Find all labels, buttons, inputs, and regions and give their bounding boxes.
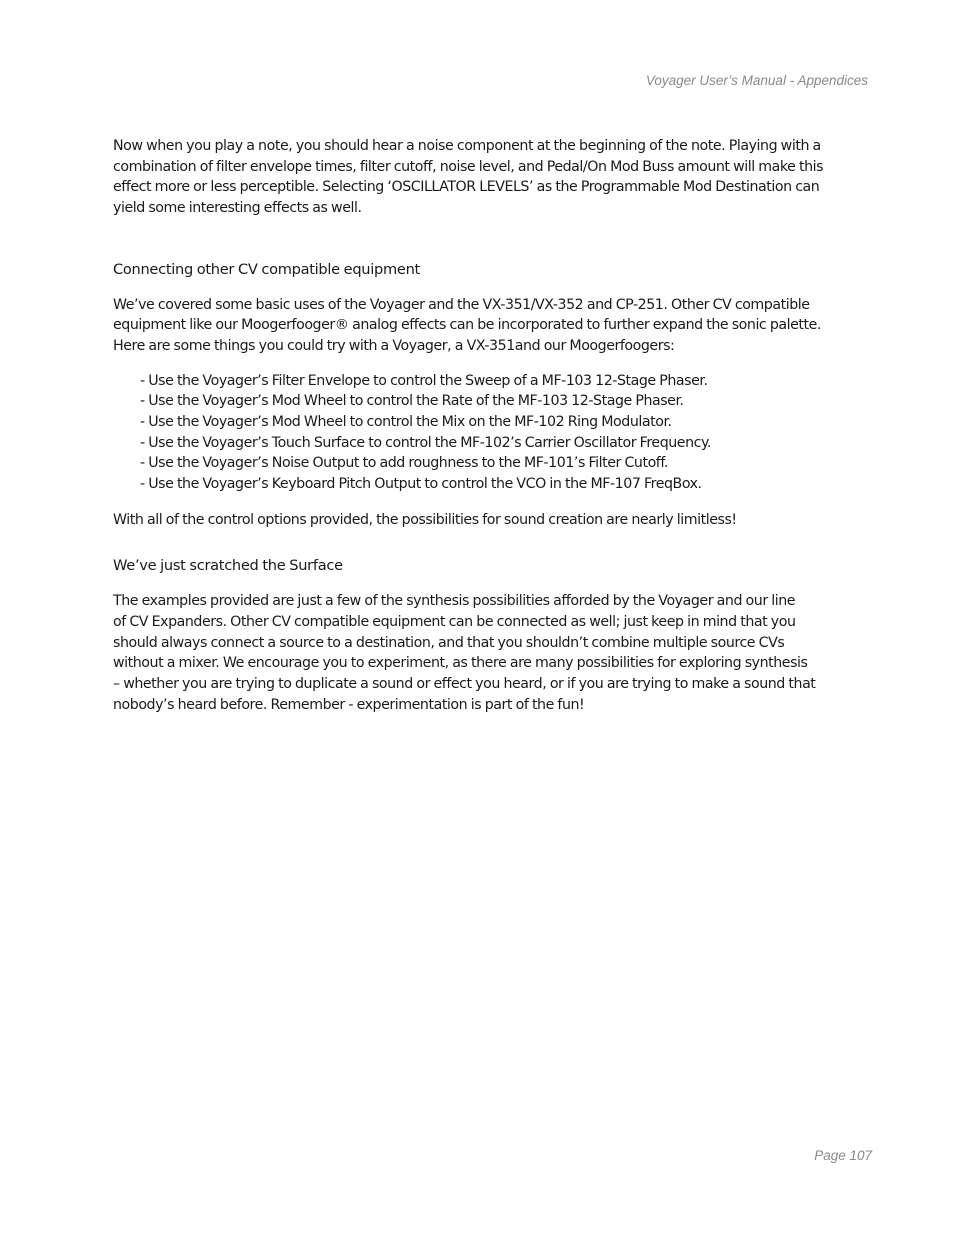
paragraph-cv-intro (113, 295, 848, 357)
running-header: Voyager User’s Manual - Appendices (645, 73, 868, 88)
list-item: - Use the Voyager’s Touch Surface to control the MF-102’s Carrier Oscillator Frequency. (140, 434, 711, 451)
moogerfooger-ideas-list (113, 371, 848, 495)
list-item: - Use the Voyager’s Noise Output to add roughness to the MF-101’s Filter Cutoff. (140, 455, 668, 472)
paragraph-line: effect more or less perceptible. Selecting ‘OSCILLATOR LEVELS’ as the Programmable Mod Destination can (113, 179, 820, 196)
paragraph-line: The examples provided are just a few of the synthesis possibilities afforded by the Voyager and our line (113, 593, 796, 610)
paragraph-line: yield some interesting effects as well. (113, 200, 362, 217)
paragraph-examples (113, 591, 848, 715)
paragraph-limitless: With all of the control options provided, the possibilities for sound creation are nearly limitless! (113, 511, 737, 528)
list-item: - Use the Voyager’s Filter Envelope to control the Sweep of a MF-103 12-Stage Phaser. (140, 372, 708, 389)
section-heading-scratched-surface: We’ve just scratched the Surface (113, 556, 343, 574)
list-item: - Use the Voyager’s Mod Wheel to control the Rate of the MF-103 12-Stage Phaser. (140, 393, 684, 410)
page-number: Page 107 (814, 1148, 872, 1163)
paragraph-line: nobody’s heard before. Remember - experimentation is part of the fun! (113, 696, 585, 713)
paragraph-line: – whether you are trying to duplicate a sound or effect you heard, or if you are trying to make a sound that (113, 676, 816, 693)
section-heading-cv-equipment: Connecting other CV compatible equipment (113, 260, 420, 278)
list-item: - Use the Voyager’s Mod Wheel to control the Mix on the MF-102 Ring Modulator. (140, 414, 672, 431)
paragraph-line: combination of filter envelope times, filter cutoff, noise level, and Pedal/On Mod Buss amount will make this (113, 158, 824, 175)
paragraph-line: We’ve covered some basic uses of the Voyager and the VX-351/VX-352 and CP-251. Other CV compatible (113, 296, 810, 313)
paragraph-line: Here are some things you could try with a Voyager, a VX-351and our Moogerfoogers: (113, 337, 675, 354)
paragraph-line: equipment like our Moogerfooger® analog effects can be incorporated to further expand the sonic palette. (113, 317, 821, 334)
paragraph-line: without a mixer. We encourage you to experiment, as there are many possibilities for exploring synthesis (113, 655, 808, 672)
paragraph-line: should always connect a source to a destination, and that you shouldn’t combine multiple source CVs (113, 634, 785, 651)
paragraph-noise-component (113, 136, 848, 219)
list-item: - Use the Voyager’s Keyboard Pitch Output to control the VCO in the MF-107 FreqBox. (140, 476, 702, 493)
page-body (113, 136, 848, 715)
paragraph-line: Now when you play a note, you should hear a noise component at the beginning of the note. Playing with a (113, 138, 821, 154)
paragraph-line: of CV Expanders. Other CV compatible equipment can be connected as well; just keep in mind that you (113, 613, 796, 630)
